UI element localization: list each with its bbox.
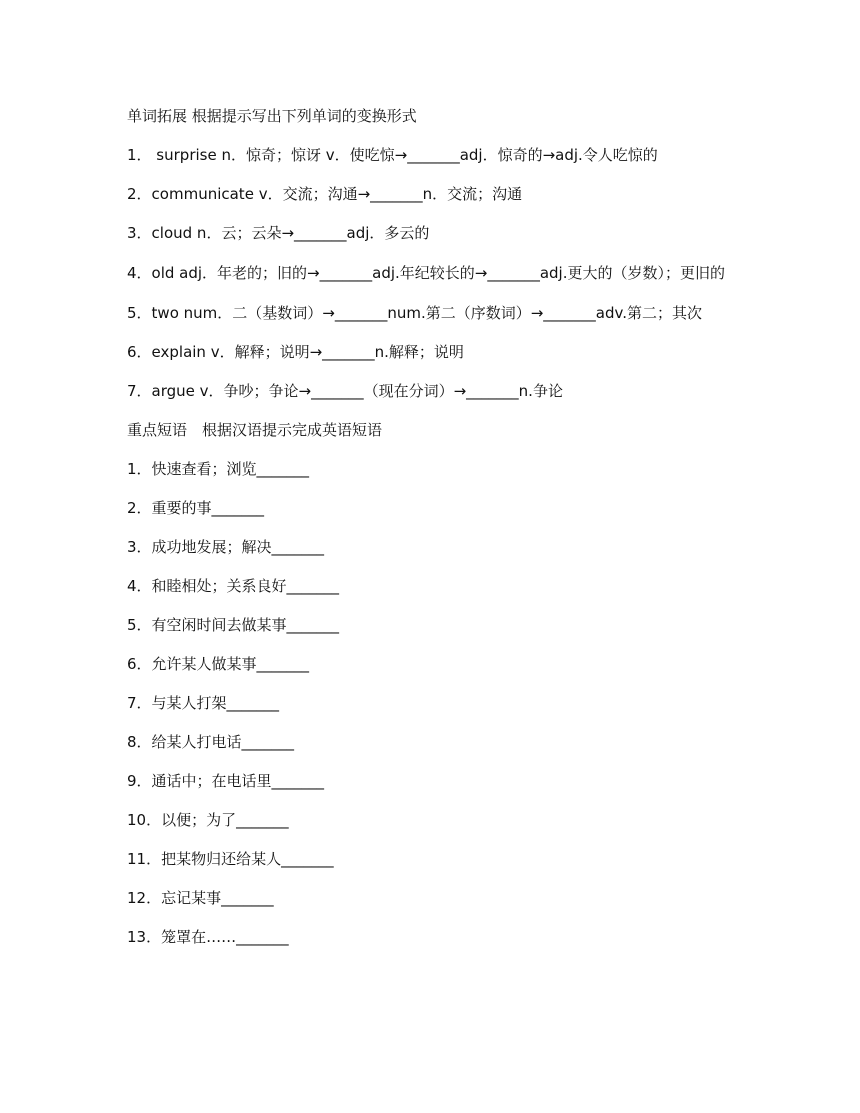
phrase-item-12: 12．忘记某事_______ <box>127 889 274 907</box>
phrase-item-4: 4．和睦相处；关系良好_______ <box>127 577 340 595</box>
word-item-7: 7．argue v．争吵；争论→_______（现在分词）→_______n.争论 <box>127 382 563 400</box>
phrase-item-8: 8．给某人打电话_______ <box>127 733 295 751</box>
phrase-item-13: 13．笼罩在……_______ <box>127 928 289 946</box>
section-heading-key-phrases: 重点短语 根据汉语提示完成英语短语 <box>127 421 383 439</box>
word-item-5: 5．two num．二（基数词）→_______num.第二（序数词）→_______adv.第二；其次 <box>127 304 702 322</box>
phrase-item-9: 9．通话中；在电话里_______ <box>127 772 325 790</box>
phrase-item-7: 7．与某人打架_______ <box>127 694 280 712</box>
word-item-2: 2．communicate v．交流；沟通→_______n．交流；沟通 <box>127 185 523 203</box>
word-item-3: 3．cloud n．云；云朵→_______adj．多云的 <box>127 224 430 242</box>
phrase-item-6: 6．允许某人做某事_______ <box>127 655 310 673</box>
phrase-item-10: 10．以便；为了_______ <box>127 811 289 829</box>
worksheet-page <box>127 102 737 962</box>
section-heading-word-expansion: 单词拓展 根据提示写出下列单词的变换形式 <box>127 107 417 125</box>
word-item-1: 1． surprise n．惊奇；惊讶 v．使吃惊→_______adj．惊奇的→adj.令人吃惊的 <box>127 146 658 164</box>
phrase-item-5: 5．有空闲时间去做某事_______ <box>127 616 340 634</box>
word-item-6: 6．explain v．解释；说明→_______n.解释；说明 <box>127 343 464 361</box>
phrase-item-3: 3．成功地发展；解决_______ <box>127 538 325 556</box>
phrase-item-2: 2．重要的事_______ <box>127 499 265 517</box>
word-item-4: 4．old adj．年老的；旧的→_______adj.年纪较长的→_______adj.更大的（岁数）；更旧的 <box>127 264 725 282</box>
phrase-item-1: 1．快速查看；浏览_______ <box>127 460 310 478</box>
phrase-item-11: 11．把某物归还给某人_______ <box>127 850 334 868</box>
